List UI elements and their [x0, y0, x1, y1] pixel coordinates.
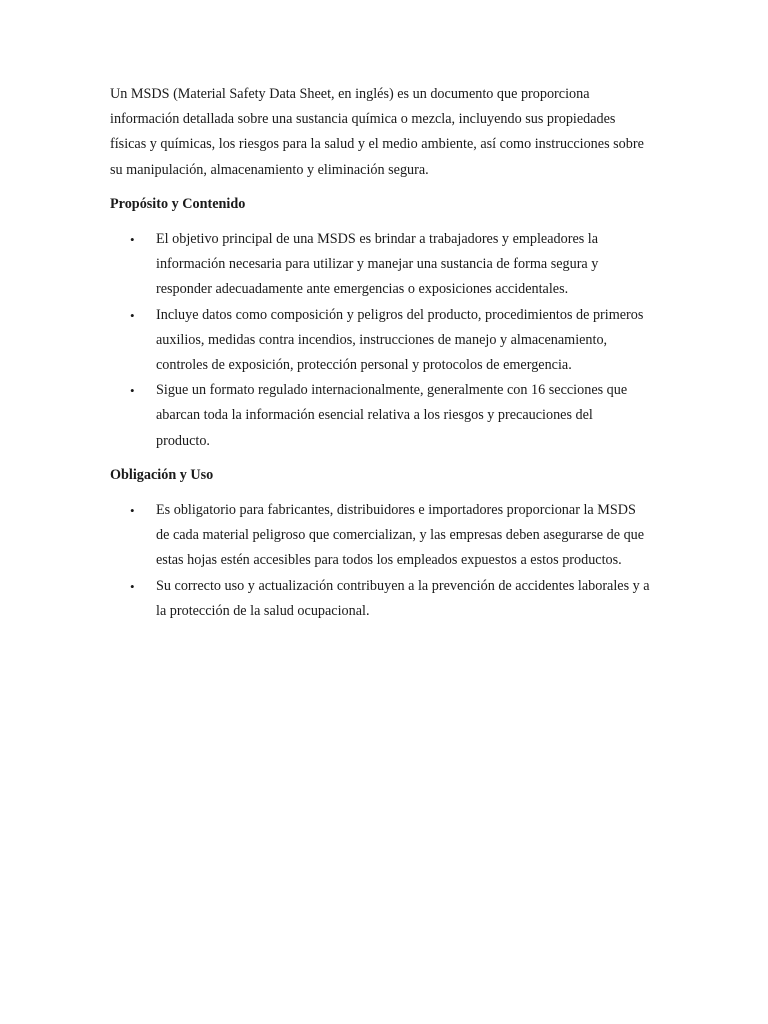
- list-item-text: Es obligatorio para fabricantes, distribuidores e importadores proporcionar la MSDS de cada material peligroso que comercializan, y las empresas deben asegurarse de que estas hojas estén accesibles para todos los empleados expuestos a estos productos.: [156, 502, 645, 569]
- list-item: [110, 303, 650, 379]
- section-heading-obligacion: Obligación y Uso: [110, 466, 214, 483]
- document-body: [110, 82, 650, 633]
- list-item-text: Sigue un formato regulado internacionalmente, generalmente con 16 secciones que abarcan toda la información esencial relativa a los riesgos y precauciones del producto.: [156, 382, 628, 449]
- bullet-icon: •: [130, 503, 135, 519]
- list-item-text: Incluye datos como composición y peligros del producto, procedimientos de primeros auxilios, medidas contra incendios, instrucciones de manejo y almacenamiento, controles de exposición, protección personal y protocolos de emergencia.: [156, 306, 644, 374]
- bullet-icon: •: [130, 232, 135, 248]
- bullet-icon: •: [130, 578, 135, 594]
- list-item: [110, 574, 650, 624]
- list-item-text: Su correcto uso y actualización contribuyen a la prevención de accidentes laborales y a la protección de la salud ocupacional.: [156, 577, 650, 619]
- bullet-icon: •: [130, 383, 135, 399]
- bullet-list-obligacion: [110, 498, 650, 624]
- list-item: [110, 227, 650, 303]
- list-item-text: El objetivo principal de una MSDS es brindar a trabajadores y empleadores la información necesaria para utilizar y manejar una sustancia de forma segura y responder adecuadamente ante emergencias o exposiciones accidentales.: [156, 231, 599, 298]
- list-item: [110, 378, 650, 454]
- list-item: [110, 498, 650, 574]
- bullet-icon: •: [130, 307, 135, 323]
- section-heading-proposito: Propósito y Contenido: [110, 195, 246, 212]
- intro-paragraph: Un MSDS (Material Safety Data Sheet, en inglés) es un documento que proporciona información detallada sobre una sustancia química o mezcla, incluyendo sus propiedades físicas y químicas, los riesgos para la salud y el medio ambiente, así como instrucciones sobre su manipulación, almacenamiento y eliminación segura.: [110, 86, 644, 178]
- bullet-list-proposito: [110, 227, 650, 454]
